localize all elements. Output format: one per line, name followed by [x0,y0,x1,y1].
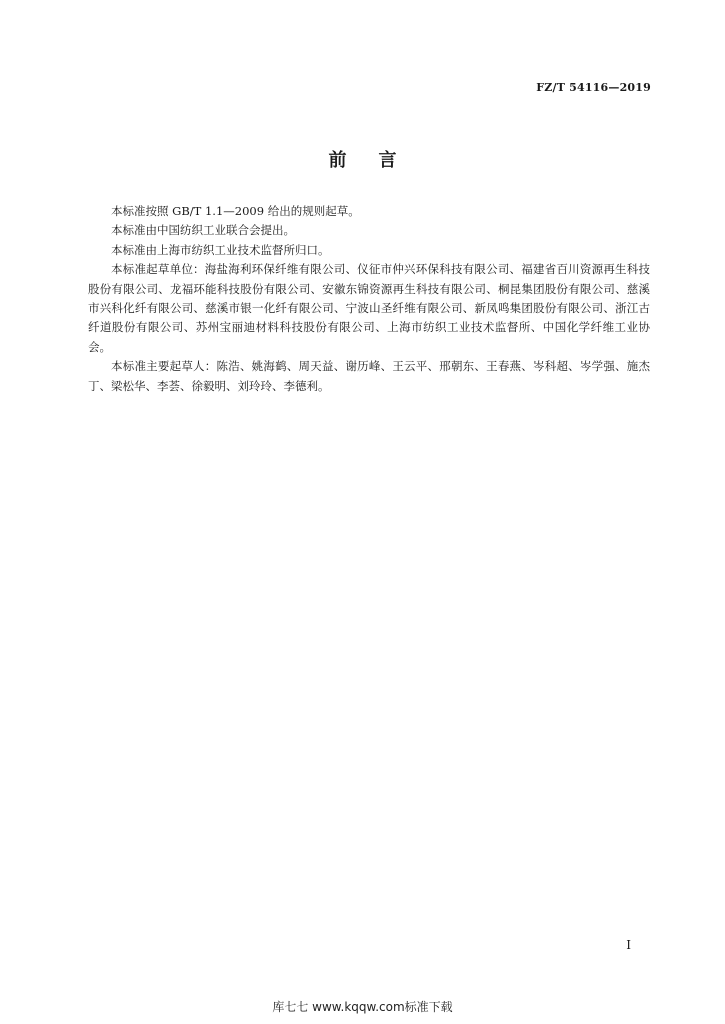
standard-code: FZ/T 54116—2019 [536,81,651,94]
page-title: 前言 [328,150,429,171]
page-number: I [626,938,631,952]
footer-watermark-text: 库七七 www.kqqw.com标准下载 [272,1000,453,1014]
paragraph-drafting-units: 本标准起草单位：海盐海利环保纤维有限公司、仪征市仲兴环保科技有限公司、福建省百川资源再生科技股份有限公司、龙福环能科技股份有限公司、安徽东锦资源再生科技有限公司、桐昆集团股份有限公司、慈溪市兴科化纤有限公司、慈溪市银一化纤有限公司、宁波山圣纤维有限公司、新凤鸣集团股份有限公司、浙江古纤道股份有限公司、苏州宝丽迪材料科技股份有限公司、上海市纺织工业技术监督所、中国化学纤维工业协会。 [88,262,650,354]
paragraph-proposer: 本标准由中国纺织工业联合会提出。 [111,223,295,238]
paragraph-administrator: 本标准由上海市纺织工业技术监督所归口。 [111,242,330,257]
paragraph-main-drafters: 本标准主要起草人：陈浩、姚海鹤、周天益、谢历峰、王云平、邢朝东、王春燕、岑科超、岑学强、施杰丁、梁松华、李荟、徐毅明、刘玲玲、李德利。 [88,359,650,393]
paragraph-drafting-rules: 本标准按照 GB/T 1.1—2009 给出的规则起草。 [111,204,360,218]
foreword-body [88,202,650,396]
